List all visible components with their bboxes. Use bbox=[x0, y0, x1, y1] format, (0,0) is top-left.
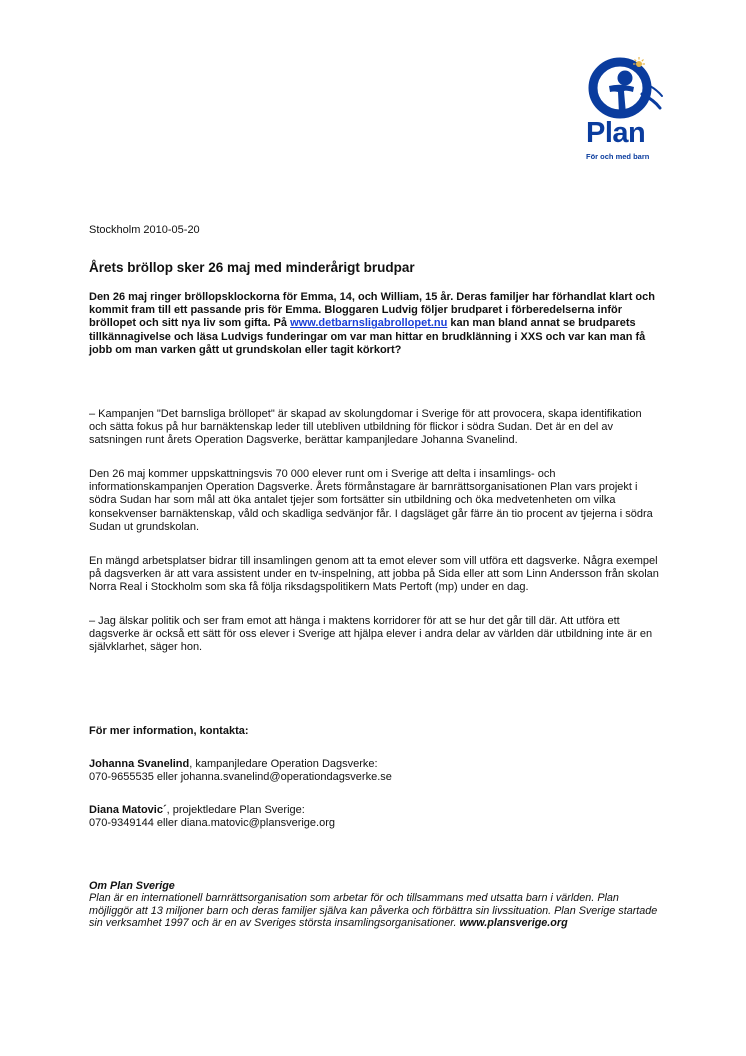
body-paragraph-4: – Jag älskar politik och ser fram emot att hänga i maktens korridorer för att se hur det går till där. Att utföra ett dagsverke är också ett sätt för oss elever i Sverige att hjälpa elever i andra delar av världen där utbildning inte är en självklarhet, säger hon. bbox=[89, 615, 653, 654]
about-plan-section bbox=[89, 880, 659, 930]
contact-2 bbox=[89, 804, 659, 830]
contact-2-name: Diana Matovic´ bbox=[89, 804, 167, 816]
lead-text-after: kan man bland annat se brudparets tillkännagivelse och läsa Ludvigs funderingar om var man hittar en brudklänning i XXS och var kan man få jobb om man varken gått ut grundskolan eller tagit körkort? bbox=[89, 317, 646, 356]
headline: Årets bröllop sker 26 maj med minderårigt brudpar bbox=[89, 260, 415, 275]
about-url: www.plansverige.org bbox=[459, 917, 568, 930]
dateline: Stockholm 2010-05-20 bbox=[89, 224, 200, 236]
contact-heading: För mer information, kontakta: bbox=[89, 725, 249, 737]
contact-2-role: , projektledare Plan Sverige: bbox=[166, 804, 305, 816]
logo-tagline: För och med barn bbox=[586, 152, 650, 161]
lead-paragraph bbox=[89, 291, 659, 357]
plan-child-icon bbox=[584, 56, 664, 122]
contact-1-role: , kampanjledare Operation Dagsverke: bbox=[189, 758, 378, 770]
lead-text-before: Den 26 maj ringer bröllopsklockorna för Emma, 14, och William, 15 år. Deras familjer har förhandlat klart och kommit fram till ett passande pris för Emma. Bloggaren Ludvig följer brudparet i förberedelserna inför bröllopet och sitt nya liv som gifta. På bbox=[89, 291, 655, 330]
contact-2-details: 070-9349144 eller diana.matovic@plansverige.org bbox=[89, 817, 335, 830]
about-title: Om Plan Sverige bbox=[89, 880, 175, 892]
body-paragraph-2: Den 26 maj kommer uppskattningsvis 70 000 elever runt om i Sverige att delta i insamlings- och informationskampanjen Operation Dagsverke. Årets förmånstagare är barnrättsorganisationen Plan vars projekt i södra Sudan har som mål att öka antalet tjejer som fortsätter sin utbildning och öka medvetenheten om vilka konsekvenser barnäktenskap, våld och skadliga sedvänjor får. I dagsläget går färre än tio procent av tjejerna i södra Sudan ut grundskolan. bbox=[89, 468, 653, 533]
contact-1 bbox=[89, 758, 659, 784]
body-paragraph-3: En mängd arbetsplatser bidrar till insamlingen genom att ta emot elever som vill utföra ett dagsverke. Några exempel på dagsverken är att vara assistent under en tv-inspelning, att jobba på Sida eller att som Linn Andersson från skolan Norra Real i Stockholm som ska få följa riksdagspolitikern Mats Pertoft (mp) under en dag. bbox=[89, 555, 659, 594]
plan-logo bbox=[574, 56, 674, 176]
logo-wordmark: Plan bbox=[586, 117, 646, 149]
contact-1-name: Johanna Svanelind bbox=[89, 758, 190, 770]
contact-1-details: 070-9655535 eller johanna.svanelind@operationdagsverke.se bbox=[89, 771, 392, 784]
about-body: Plan är en internationell barnrättsorganisation som arbetar för och tillsammans med utsatta barn i världen. Plan möjliggör att 13 miljoner barn och deras familjer själva kan påverka och förbättra sin livssituation. Plan Sverige startade sin verksamhet 1997 och är en av Sveriges största insamlingsorganisationer. bbox=[89, 892, 658, 930]
body-paragraph-1: – Kampanjen "Det barnsliga bröllopet" är skapad av skolungdomar i Sverige för att provocera, skapa identifikation och sätta fokus på hur barnäktenskap leder till utebliven utbildning för flickor i södra Sudan. Det är en del av satsningen runt årets Operation Dagsverke, berättar kampanjledare Johanna Svanelind. bbox=[89, 408, 642, 447]
campaign-link[interactable]: www.detbarnsligabrollopet.nu bbox=[290, 317, 448, 330]
